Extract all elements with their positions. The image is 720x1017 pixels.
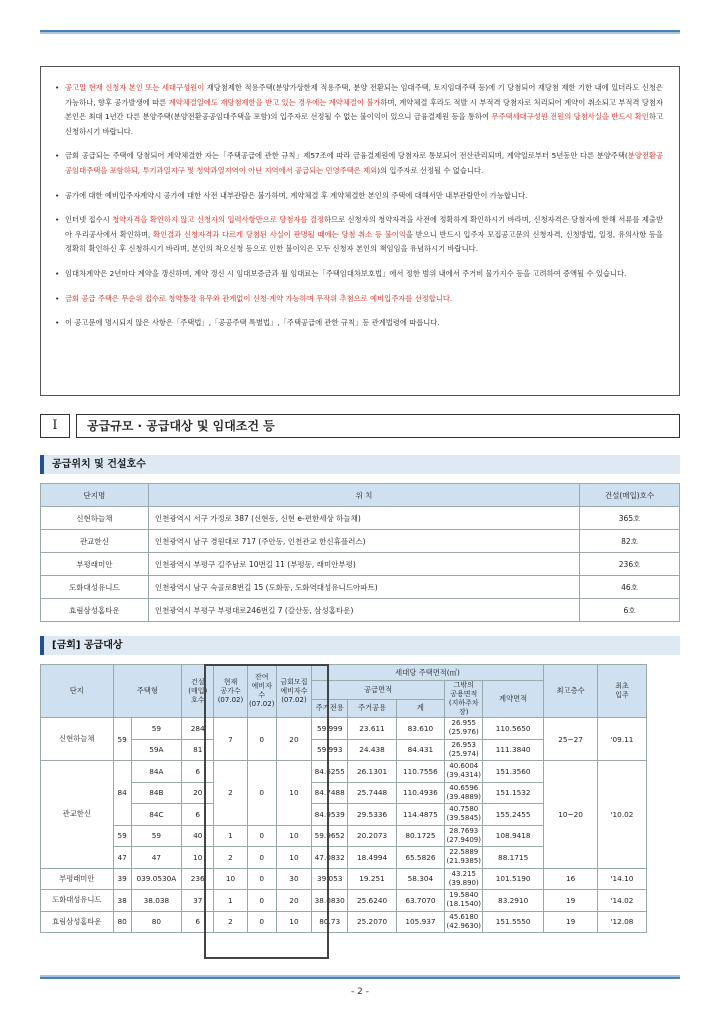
- table-row: 효림삼성홈타운 인천광역시 부평구 부평대로246번길 7 (갈산동, 삼성홈타운) 6호: [41, 599, 680, 622]
- notice-text: 계약체결일에도 재당첨제한을 받고 있는 경우에는 계약체결이 불가: [168, 97, 381, 107]
- notice-text: 하므로 신청자의 청약자격을 사전에 정확하게 확인하시기 바라며, 신청자격은 당첨자에 한해 서류를 제출받아 우리공사에서 확인하며,: [65, 215, 664, 239]
- table-row: 부평래미안 인천광역시 부평구 길주남로 10번길 11 (부평동, 래미안부평) 236호: [41, 553, 680, 576]
- notice-text: )의 입주자로 선정될 수 없습니다.: [377, 165, 484, 175]
- notice-text: 이 공고문에 명시되지 않은 사항은「주택법」,「공공주택 특별법」,「주택공급에 관한 규칙」등 관계법령에 따릅니다.: [65, 318, 440, 328]
- notice-item: [55, 267, 663, 282]
- subheading-supply: [금회] 공급대상: [40, 636, 680, 655]
- table-row: 신현하늘채 인천광역시 서구 가정로 387 (신현동, 신현 e-편한세상 하늘채) 365호: [41, 507, 680, 530]
- bottom-rule: [40, 975, 680, 979]
- section-title: 공급규모 · 공급대상 및 임대조건 등: [76, 414, 680, 438]
- section-number: Ⅰ: [40, 414, 70, 438]
- location-table: [40, 483, 680, 622]
- table-row: 효림삼성홈타운 80 80 6 2 0 10 80.73 25.2070 105.937 45.6180 (42.9630) 151.5550 19 '12.08: [41, 911, 680, 933]
- notice-item: [55, 81, 663, 139]
- subheading-location: 공급위치 및 건설호수: [40, 455, 680, 474]
- table-row: 관교한신 84 84A 6 2 0 10 84.6255 26.1301 110.7556 40.6004 (39.4314) 151.3560 10~20 '10.02: [41, 761, 680, 783]
- notice-text: 무주택세대구성원 전원의 당첨사실을 반드시 확인: [491, 112, 649, 122]
- table-header-row: 단지 주택형 건설 (매입) 호수 현재 공가수 (07.02) 잔여 예비자수 (07.02) 금회모집 예비자수 (07.02) 세대당 주택면적(㎡) 최고층수 최초 입주: [41, 665, 680, 681]
- table-row: 신현하늘채 59 59 284 7 0 20 59.999 23.611 83.610 26.955 (25.976) 110.5650 25~27 '09.11: [41, 718, 680, 740]
- table-row: 도화대성유니드 인천광역시 남구 숙골로8번길 15 (도화동, 도화역대성유니드아파트) 46호: [41, 576, 680, 599]
- notice-text: 인터넷 접수시: [65, 215, 113, 225]
- table-row: 47 47 10 2 0 10 47.0832 18.4994 65.5826 22.5889 (21.9385) 88.1715: [41, 847, 680, 869]
- notice-text: 임대차계약은 2년마다 계약을 갱신하며, 계약 갱신 시 임대보증금과 월 임대료는「주택임대차보호법」에서 정한 범위 내에서 주거비 물가지수 등을 고려하여 증액될 수 있습니다.: [65, 268, 627, 278]
- notice-box: [40, 66, 680, 396]
- notice-text: 하며, 계약체결 후라도 적발 시 부적격 당첨자로 처리되어 계약이 취소되고 부적격 당첨자 본인은 최대 1년간 다른 분양주택(분양전환공공임대주택을 포함)의 입주자로 선정될 수 없는 불이익이 있으니 금융결제원 등을 통하여: [65, 97, 663, 122]
- notice-text: 하고 신청하시기 바랍니다.: [65, 112, 663, 136]
- page-number: - 2 -: [351, 987, 369, 997]
- notice-text: 금회 공급 주택은 무순위 접수로 청약통장 유무와 관계없이 신청·계약 가능하며 무작위 추첨으로 예비입주자를 선정합니다.: [65, 293, 453, 303]
- notice-item: [55, 316, 663, 331]
- notice-text: 공가에 대한 예비입주자계약시 공가에 대한 사전 내부관람은 불가하며, 계약체결 후 계약체결한 본인의 주택에 대해서만 내부관람만이 가능합니다.: [65, 190, 528, 200]
- table-row: 59 59 40 1 0 10 59.9652 20.2073 80.1725 28.7693 (27.9409) 108.9418: [41, 825, 680, 847]
- table-row: 도화대성유니드 38 38.038 37 1 0 20 38.0830 25.6240 63.7070 19.5840 (18.1540) 83.2910 19 '14.02: [41, 890, 680, 912]
- table-row: 부평래미안 39 039.0530A 236 10 0 30 39.053 19.251 58.304 43.215 (39.890) 101.5190 16 '14.10: [41, 868, 680, 890]
- notice-text: 확인결과 신청자격과 다르게 당첨된 사실이 판명될 때에는 당첨 취소 등 불이익: [153, 229, 406, 239]
- notice-text: 분양전환공공임대주택을 포함하되, 투기과열지구 및 청약과열지역이 아닌 지역에서 공급되는 민영주택은 제외: [65, 151, 663, 175]
- table-row: 59A 81 59.993 24.438 84.431 26.953 (25.974) 111.3840: [41, 739, 680, 761]
- notice-item: [55, 213, 663, 257]
- table-header-row: 단지명 위 치 건설(매입)호수: [41, 484, 680, 507]
- notice-item: [55, 189, 663, 204]
- notice-text: 공고일 현재 신청자 본인 또는 세대구성원이: [65, 83, 205, 92]
- supply-table: 단지 주택형 건설 (매입) 호수 현재 공가수 (07.02) 잔여 예비자수 (07.02) 금회모집 예비자수 (07.02) 세대당 주택면적(㎡) 최고층수 최초 입주 공급면적 그밖의 공용면적 (지하주차장) 계약면적 주거전용 주거공용 계 신현하늘채 59 59 284 7 0 20 59.999 23.611 83.610 26.955 (25.976) 110.5650 25~27 '09.11 59A 81 59.993 24.438 84.431 26.953 (25.974) 111.3840 관교한신 84 84A 6 2 0 10 84.6255 26.1301 110.7556 40.6004 (39.4314) 151.3560 10~20 '10.02 84B 20 84.7488 25.7448 110.4936 40.6596 (39.4889) 151.1532 84C 6 84.9539 29.5336 114.4875 40.7580 (39.5845) 155.2455 59 59 40 1 0 10 59.9652 20.2073 80.1725 28.7693 (27.9409) 108.9418 47 47 10 2 0 10 47.0832 18.4994 65.5826 22.5889 (21.9385) 88.1715 부평래미안 39 039.0530A 236 10 0 30 39.053 19.251 58.304 43.215 (39.890) 101.5190 16 '14.10 도화대성유니드 38 38.038 37 1 0 20 38.0830 25.6240 63.7070 19.5840 (18.1540) 83.2910 19 '14.02 효림삼성홈타운 80 80 6 2 0 10 80.73 25.2070 105.937 45.6180 (42.9630) 151.5550 19 '12.08: [40, 664, 680, 933]
- notice-text: 을 받으니 반드시 입주자 모집공고문의 신청자격, 신청방법, 일정, 유의사항 등을 정확히 확인하신 후 신청하시기 바라며, 본인의 착오신청 등으로 인한 불이익은 모두 신청자 본인의 책임임을 유념하시기 바랍니다.: [65, 229, 663, 254]
- notice-item: [55, 149, 663, 178]
- notice-item: [55, 292, 663, 307]
- notice-text: 재당첨제한 적용주택(분양가상한제 적용주택, 분양 전환되는 임대주택, 토지임대주택 등)에 기 당첨되어 재당첨 제한 기한 내에 있더라도 신청은 가능하나, 향후 공가발생에 따른: [65, 83, 663, 107]
- notice-text: 금회 공급되는 주택에 당첨되어 계약체결한 자는「주택공급에 관한 규칙」제57조에 따라 금융결제원에 당첨자로 통보되어 전산관리되며, 계약일로부터 5년동안 다른 분양주택(: [65, 151, 628, 161]
- section-header: [40, 414, 680, 438]
- notice-text: 청약자격을 확인하지 않고 신청자의 입력사항만으로 당첨자를 결정: [112, 215, 324, 225]
- top-rule: [40, 30, 680, 34]
- table-row: 84C 6 84.9539 29.5336 114.4875 40.7580 (39.5845) 155.2455: [41, 804, 680, 826]
- table-row: 84B 20 84.7488 25.7448 110.4936 40.6596 (39.4889) 151.1532: [41, 782, 680, 804]
- table-row: 관교한신 인천광역시 남구 경원대로 717 (주안동, 인천관교 한신휴플러스) 82호: [41, 530, 680, 553]
